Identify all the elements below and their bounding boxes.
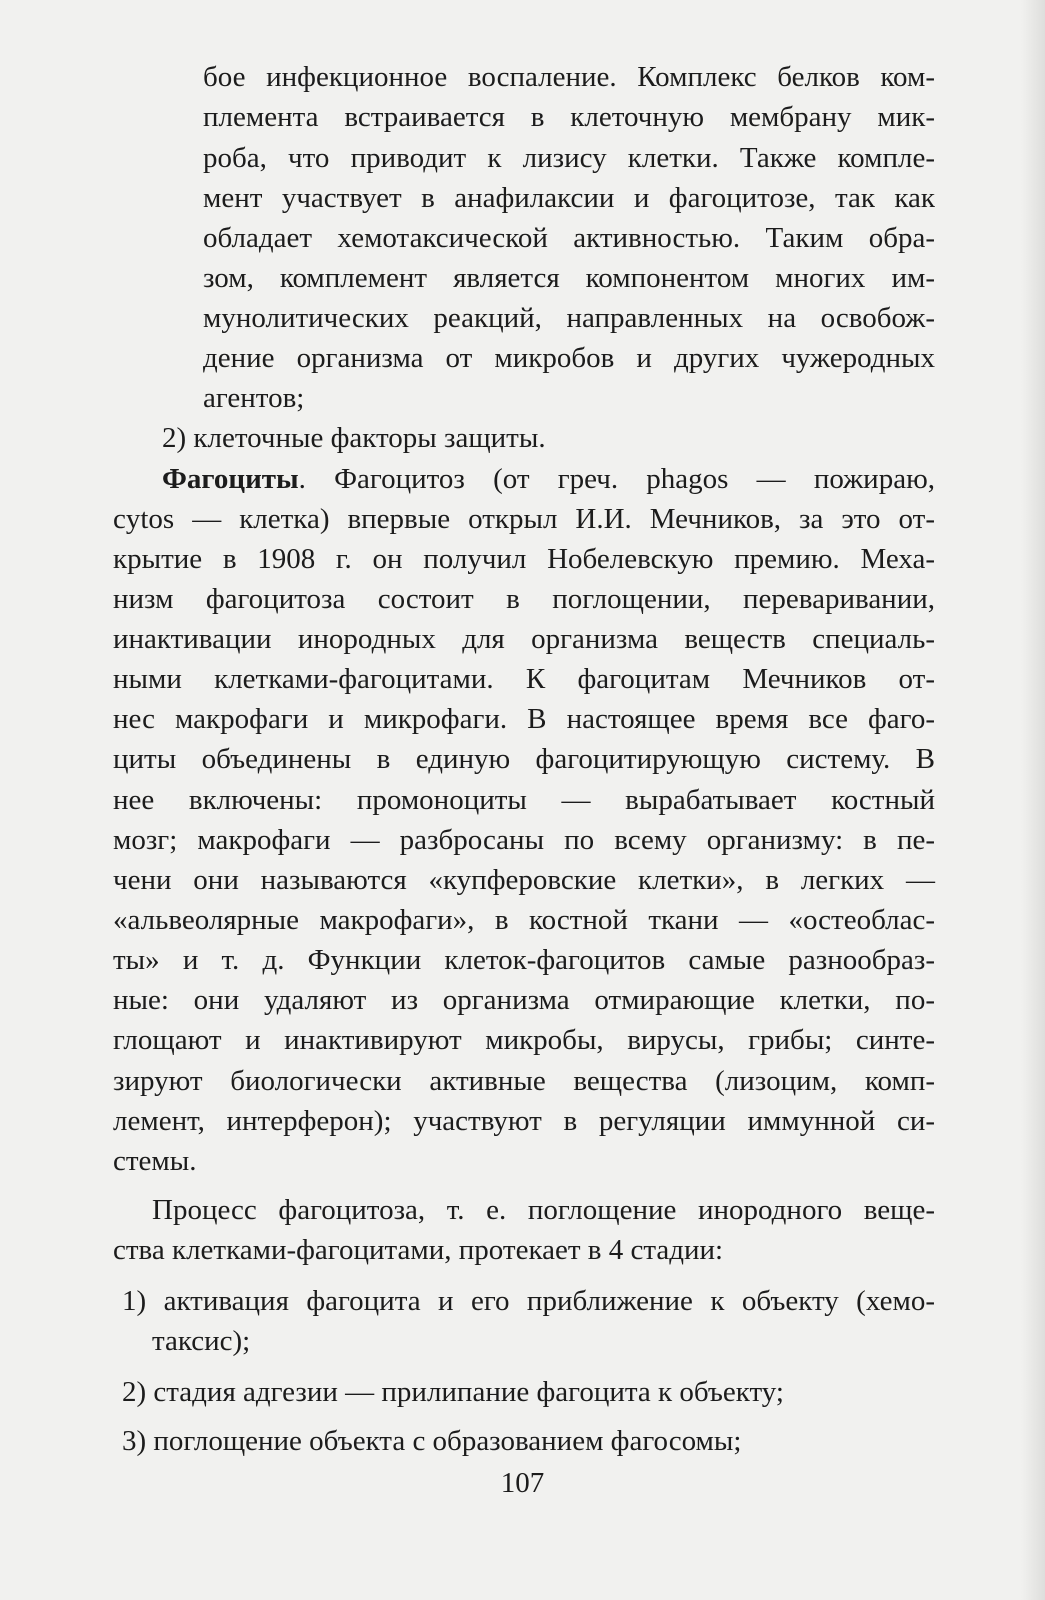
text-line: обладает хемотаксической активностью. Таким обра- — [203, 222, 935, 254]
text-line: глощают и инактивируют микробы, вирусы, грибы; синте- — [113, 1024, 935, 1056]
list-item-2: 2) стадия адгезии — прилипание фагоцита к объекту; — [122, 1376, 784, 1408]
section-heading: Фагоциты — [162, 463, 299, 495]
text-line: мент участвует в анафилаксии и фагоцитозе, так как — [203, 182, 935, 214]
text-line-with-heading — [162, 459, 935, 499]
text-line: крытие в 1908 г. он получил Нобелевскую премию. Меха- — [113, 543, 935, 575]
text-line: . Фагоцитоз (от греч. phagos — пожираю, — [298, 463, 935, 495]
page-edge-shadow — [1021, 0, 1045, 1600]
text-line: лемент, интерферон); участвуют в регуляции иммунной си- — [113, 1105, 935, 1137]
text-line: ные: они удаляют из организма отмирающие клетки, по- — [113, 984, 935, 1016]
text-line: циты объединены в единую фагоцитирующую систему. В — [113, 743, 935, 775]
text-line: стемы. — [113, 1145, 197, 1177]
text-line: чени они называются «купферовские клетки», в легких — — [113, 864, 935, 896]
text-line: роба, что приводит к лизису клетки. Также компле- — [203, 142, 935, 174]
text-line: мунолитических реакций, направленных на освобож- — [203, 302, 935, 334]
text-line: агентов; — [203, 382, 305, 414]
list-item-1-cont: таксис); — [152, 1325, 251, 1357]
text-line: низм фагоцитоза состоит в поглощении, переваривании, — [113, 583, 935, 615]
text-line: 2) клеточные факторы защиты. — [162, 422, 546, 454]
text-line: нее включены: промоноциты — вырабатывает костный — [113, 784, 935, 816]
text-line: ства клетками-фагоцитами, протекает в 4 стадии: — [113, 1234, 724, 1266]
text-line: бое инфекционное воспаление. Комплекс белков ком- — [203, 61, 935, 93]
list-item-3: 3) поглощение объекта с образованием фагосомы; — [122, 1425, 742, 1457]
text-line: ты» и т. д. Функции клеток-фагоцитов самые разнообраз- — [113, 944, 935, 976]
text-line: племента встраивается в клеточную мембрану мик- — [203, 101, 935, 133]
text-line: инактивации инородных для организма веществ специаль- — [113, 623, 935, 655]
page-number: 107 — [500, 1467, 545, 1499]
text-line: «альвеолярные макрофаги», в костной ткани — «остеоблас- — [113, 904, 935, 936]
text-line: нес макрофаги и микрофаги. В настоящее время все фаго- — [113, 703, 935, 735]
text-line: Процесс фагоцитоза, т. е. поглощение инородного веще- — [152, 1194, 935, 1226]
list-item-1: 1) активация фагоцита и его приближение к объекту (хемо- — [122, 1285, 935, 1317]
text-line: мозг; макрофаги — разбросаны по всему организму: в пе- — [113, 824, 935, 856]
text-line: ными клетками-фагоцитами. К фагоцитам Мечников от- — [113, 663, 935, 695]
text-line: cytos — клетка) впервые открыл И.И. Мечников, за это от- — [113, 503, 935, 535]
text-line: зом, комплемент является компонентом многих им- — [203, 262, 935, 294]
text-line: зируют биологически активные вещества (лизоцим, комп- — [113, 1065, 935, 1097]
text-line: дение организма от микробов и других чужеродных — [203, 342, 935, 374]
